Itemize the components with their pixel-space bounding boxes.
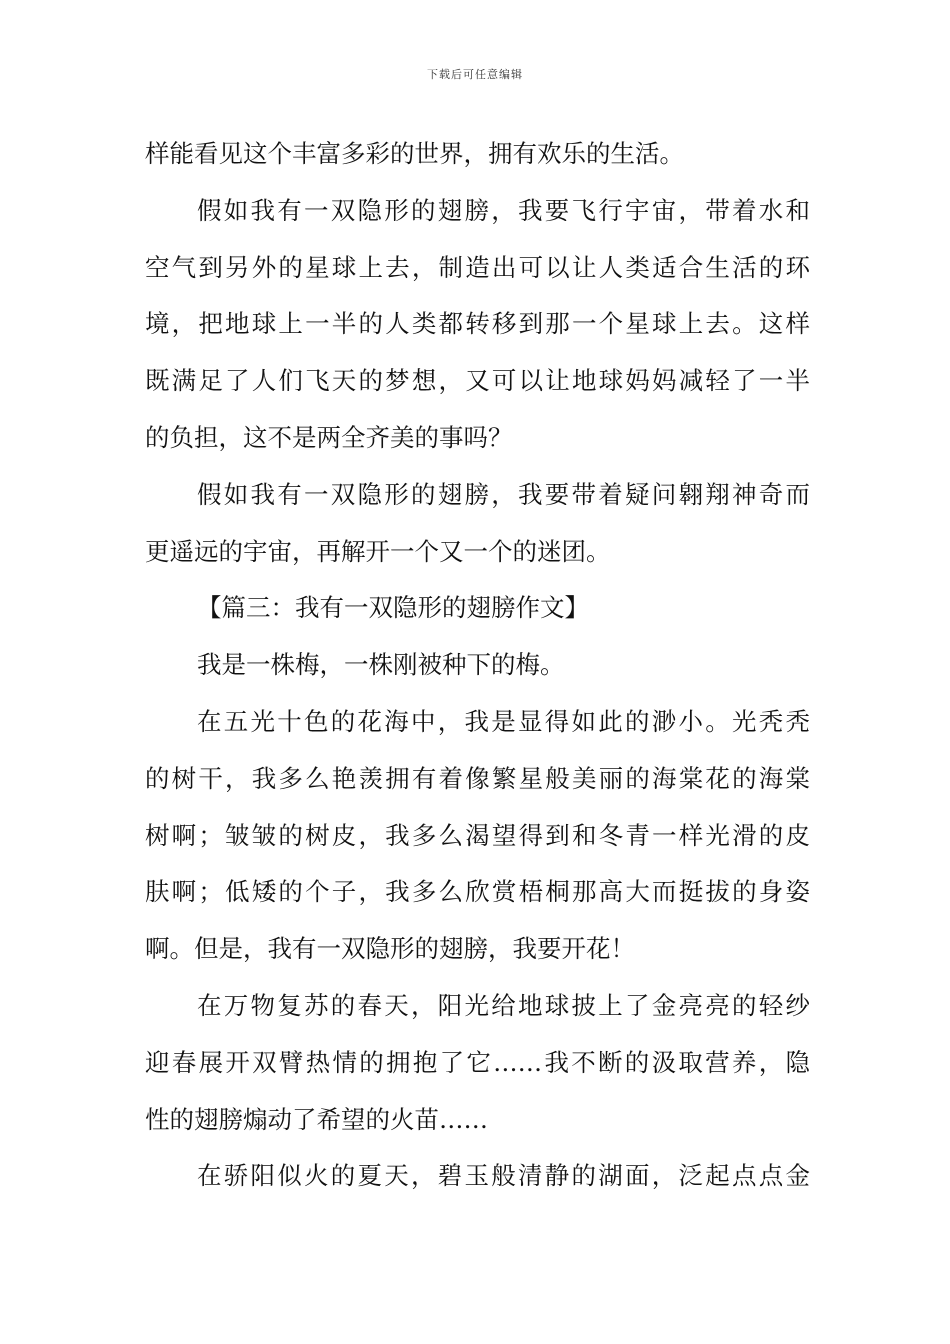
text-line: 的负担，这不是两全齐美的事吗？ xyxy=(145,422,513,452)
text-line: 境，把地球上一半的人类都转移到那一个星球上去。这样 xyxy=(145,309,810,339)
text-line: 空气到另外的星球上去，制造出可以让人类适合生活的环 xyxy=(145,252,810,282)
text-line: 既满足了人们飞天的梦想，又可以让地球妈妈减轻了一半 xyxy=(145,366,810,396)
text-line: 假如我有一双隐形的翅膀，我要带着疑问翱翔神奇而 xyxy=(197,479,810,509)
text-line: 在骄阳似火的夏天，碧玉般清静的湖面，泛起点点金 xyxy=(197,1161,810,1191)
text-line: 迎春展开双臂热情的拥抱了它……我不断的汲取营养，隐 xyxy=(145,1047,810,1077)
text-line: 在五光十色的花海中，我是显得如此的渺小。光秃秃 xyxy=(197,706,810,736)
page-header: 下载后可任意编辑 xyxy=(427,68,523,81)
text-line: 的树干，我多么艳羡拥有着像繁星般美丽的海棠花的海棠 xyxy=(145,763,810,793)
text-line: 我是一株梅，一株刚被种下的梅。 xyxy=(197,650,565,680)
text-line: 肤啊；低矮的个子，我多么欣赏梧桐那高大而挺拔的身姿 xyxy=(145,877,810,907)
text-line: 树啊；皱皱的树皮，我多么渴望得到和冬青一样光滑的皮 xyxy=(145,820,810,850)
text-line: 啊。但是，我有一双隐形的翅膀，我要开花！ xyxy=(145,934,635,964)
document-body xyxy=(145,126,810,1205)
text-line: 在万物复苏的春天，阳光给地球披上了金亮亮的轻纱 xyxy=(197,990,810,1020)
text-line: 假如我有一双隐形的翅膀，我要飞行宇宙，带着水和 xyxy=(197,195,810,225)
text-line: 样能看见这个丰富多彩的世界，拥有欢乐的生活。 xyxy=(145,139,684,168)
text-line: 更遥远的宇宙，再解开一个又一个的迷团。 xyxy=(145,536,611,566)
text-line: 【篇三：我有一双隐形的翅膀作文】 xyxy=(197,593,589,623)
text-line: 性的翅膀煽动了希望的火苗…… xyxy=(145,1104,488,1134)
